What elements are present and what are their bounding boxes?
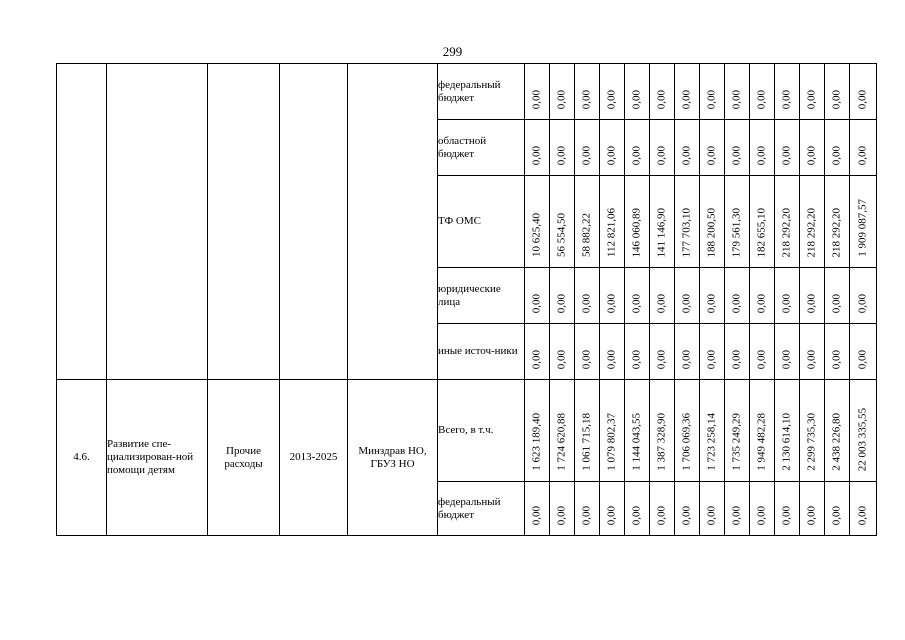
value-text: 10 625,40 [530,213,543,257]
value-text: 0,00 [530,293,543,313]
value-text: 0,00 [856,293,869,313]
executor-cell: Минздрав НО, ГБУЗ НО [348,380,438,536]
value-text: 0,00 [705,349,718,369]
value-cell [675,482,700,536]
row-number-cell: 4.6. [57,380,107,536]
value-text: 0,00 [630,349,643,369]
funding-source-cell: федеральный бюджет [438,64,525,120]
value-cell [750,482,775,536]
row-number-cell [57,64,107,380]
value-text: 1 623 189,40 [530,413,543,471]
value-text: 0,00 [680,293,693,313]
funding-source-cell: юридические лица [438,268,525,324]
value-text: 0,00 [580,145,593,165]
value-cell [600,64,625,120]
value-cell [725,64,750,120]
value-text: 0,00 [730,505,743,525]
value-cell [600,324,625,380]
value-cell [700,482,725,536]
value-text: 0,00 [705,505,718,525]
funding-source-cell: иные источ-ники [438,324,525,380]
value-text: 182 655,10 [755,207,768,257]
value-cell [600,120,625,176]
value-cell [650,120,675,176]
value-cell [575,380,600,482]
value-cell [725,324,750,380]
value-text: 0,00 [755,145,768,165]
value-text: 0,00 [680,145,693,165]
value-cell [625,176,650,268]
value-cell [850,268,877,324]
value-text: 1 735 249,29 [730,413,743,471]
value-text: 0,00 [830,505,843,525]
value-text: 0,00 [705,293,718,313]
value-cell [525,324,550,380]
program-name-cell [107,64,208,380]
period-cell: 2013-2025 [280,380,348,536]
value-cell [825,64,850,120]
value-text: 0,00 [856,145,869,165]
value-cell [625,324,650,380]
value-cell [525,120,550,176]
value-cell [775,176,800,268]
value-text: 188 200,50 [705,207,718,257]
value-cell [625,120,650,176]
value-cell [700,64,725,120]
value-cell [700,176,725,268]
value-cell [700,120,725,176]
funding-source-cell: Всего, в т.ч. [438,380,525,482]
value-text: 0,00 [655,145,668,165]
value-cell [650,324,675,380]
value-text: 0,00 [580,349,593,369]
value-cell [575,64,600,120]
value-cell [750,380,775,482]
value-cell [550,64,575,120]
value-cell [525,176,550,268]
value-cell [675,64,700,120]
value-cell [550,482,575,536]
value-text: 0,00 [605,293,618,313]
value-cell [800,268,825,324]
value-cell [650,64,675,120]
value-cell [550,176,575,268]
value-text: 0,00 [780,293,793,313]
value-text: 0,00 [830,293,843,313]
value-text: 0,00 [655,89,668,109]
value-text: 0,00 [705,145,718,165]
value-text: 0,00 [630,89,643,109]
value-cell [525,380,550,482]
value-cell [850,64,877,120]
value-text: 2 299 735,30 [805,413,818,471]
value-cell [525,64,550,120]
value-text: 2 130 614,10 [780,413,793,471]
funding-source-cell: федеральный бюджет [438,482,525,536]
value-text: 0,00 [630,505,643,525]
value-text: 0,00 [805,505,818,525]
value-text: 1 724 620,88 [555,413,568,471]
value-text: 0,00 [780,145,793,165]
value-text: 0,00 [530,349,543,369]
value-text: 0,00 [605,145,618,165]
value-text: 0,00 [755,89,768,109]
value-cell [725,268,750,324]
value-text: 1 144 043,55 [630,413,643,471]
value-cell [725,120,750,176]
value-cell [700,380,725,482]
value-text: 58 882,22 [580,213,593,257]
value-cell [575,176,600,268]
value-text: 0,00 [780,505,793,525]
value-cell [825,380,850,482]
value-text: 1 949 482,28 [755,413,768,471]
value-text: 0,00 [580,505,593,525]
value-cell [625,64,650,120]
value-cell [650,380,675,482]
value-text: 0,00 [605,89,618,109]
value-cell [725,176,750,268]
value-text: 0,00 [730,145,743,165]
value-text: 0,00 [555,505,568,525]
value-cell [825,176,850,268]
value-text: 141 146,90 [655,207,668,257]
budget-table [56,63,877,536]
value-text: 218 292,20 [780,207,793,257]
value-text: 1 909 087,57 [856,199,869,257]
value-text: 0,00 [805,145,818,165]
value-cell [550,380,575,482]
page-number: 299 [442,44,463,59]
value-text: 0,00 [530,505,543,525]
value-text: 0,00 [780,349,793,369]
value-cell [800,324,825,380]
value-text: 0,00 [530,89,543,109]
value-cell [775,268,800,324]
value-text: 0,00 [680,89,693,109]
value-cell [825,120,850,176]
value-cell [850,176,877,268]
value-cell [700,268,725,324]
value-text: 0,00 [705,89,718,109]
value-cell [850,380,877,482]
value-cell [750,120,775,176]
value-cell [800,120,825,176]
value-text: 218 292,20 [805,207,818,257]
value-text: 0,00 [680,349,693,369]
value-cell [775,64,800,120]
value-text: 0,00 [856,505,869,525]
value-text: 0,00 [730,349,743,369]
value-cell [725,482,750,536]
value-cell [800,64,825,120]
value-text: 0,00 [655,349,668,369]
value-cell [650,176,675,268]
value-text: 0,00 [530,145,543,165]
value-cell [600,268,625,324]
value-cell [625,482,650,536]
value-text: 0,00 [830,89,843,109]
value-text: 0,00 [555,145,568,165]
value-cell [750,268,775,324]
value-cell [800,176,825,268]
value-text: 0,00 [755,293,768,313]
value-text: 0,00 [555,293,568,313]
value-text: 0,00 [655,293,668,313]
value-cell [575,120,600,176]
value-cell [575,482,600,536]
value-text: 0,00 [805,89,818,109]
value-cell [775,482,800,536]
value-text: 1 706 069,36 [680,413,693,471]
value-text: 0,00 [830,349,843,369]
value-text: 1 079 802,37 [605,413,618,471]
value-cell [675,176,700,268]
program-name-cell: Развитие спе-циализирован-ной помощи детям [107,380,208,536]
value-text: 0,00 [680,505,693,525]
value-text: 0,00 [580,89,593,109]
value-cell [800,482,825,536]
value-cell [850,482,877,536]
table-row [57,64,877,120]
value-text: 218 292,20 [830,207,843,257]
value-cell [750,176,775,268]
value-text: 0,00 [856,89,869,109]
value-text: 146 060,89 [630,207,643,257]
table-row [57,380,877,482]
funding-source-cell: областной бюджет [438,120,525,176]
expense-type-cell [208,64,280,380]
value-cell [575,324,600,380]
value-cell [575,268,600,324]
value-cell [600,176,625,268]
value-text: 0,00 [730,89,743,109]
value-cell [825,268,850,324]
value-cell [750,64,775,120]
value-text: 0,00 [755,349,768,369]
value-text: 2 438 226,80 [830,413,843,471]
value-text: 0,00 [805,293,818,313]
value-text: 0,00 [755,505,768,525]
value-cell [550,324,575,380]
value-text: 0,00 [605,349,618,369]
value-cell [725,380,750,482]
value-text: 0,00 [655,505,668,525]
value-text: 0,00 [830,145,843,165]
value-cell [775,324,800,380]
value-cell [550,268,575,324]
value-cell [625,380,650,482]
value-text: 1 723 258,14 [705,413,718,471]
value-cell [525,482,550,536]
value-text: 0,00 [805,349,818,369]
expense-type-cell: Прочие расходы [208,380,280,536]
value-cell [675,120,700,176]
value-cell [700,324,725,380]
value-text: 0,00 [630,293,643,313]
funding-source-cell: ТФ ОМС [438,176,525,268]
value-cell [650,268,675,324]
value-cell [550,120,575,176]
value-text: 1 387 328,90 [655,413,668,471]
value-cell [750,324,775,380]
value-cell [775,120,800,176]
value-text: 0,00 [856,349,869,369]
value-text: 0,00 [730,293,743,313]
value-text: 179 561,30 [730,207,743,257]
value-text: 0,00 [605,505,618,525]
value-cell [800,380,825,482]
value-cell [675,324,700,380]
value-text: 0,00 [580,293,593,313]
value-cell [825,482,850,536]
value-cell [675,268,700,324]
value-text: 0,00 [630,145,643,165]
executor-cell [348,64,438,380]
value-text: 22 003 335,55 [856,407,869,471]
value-text: 56 554,50 [555,213,568,257]
value-text: 0,00 [780,89,793,109]
value-text: 0,00 [555,89,568,109]
value-cell [775,380,800,482]
value-cell [675,380,700,482]
value-cell [525,268,550,324]
value-text: 177 703,10 [680,207,693,257]
value-cell [850,120,877,176]
value-cell [850,324,877,380]
value-cell [650,482,675,536]
value-cell [600,482,625,536]
value-cell [625,268,650,324]
period-cell [280,64,348,380]
value-text: 112 821,06 [605,207,618,257]
value-cell [825,324,850,380]
value-text: 0,00 [555,349,568,369]
value-text: 1 061 715,18 [580,413,593,471]
value-cell [600,380,625,482]
